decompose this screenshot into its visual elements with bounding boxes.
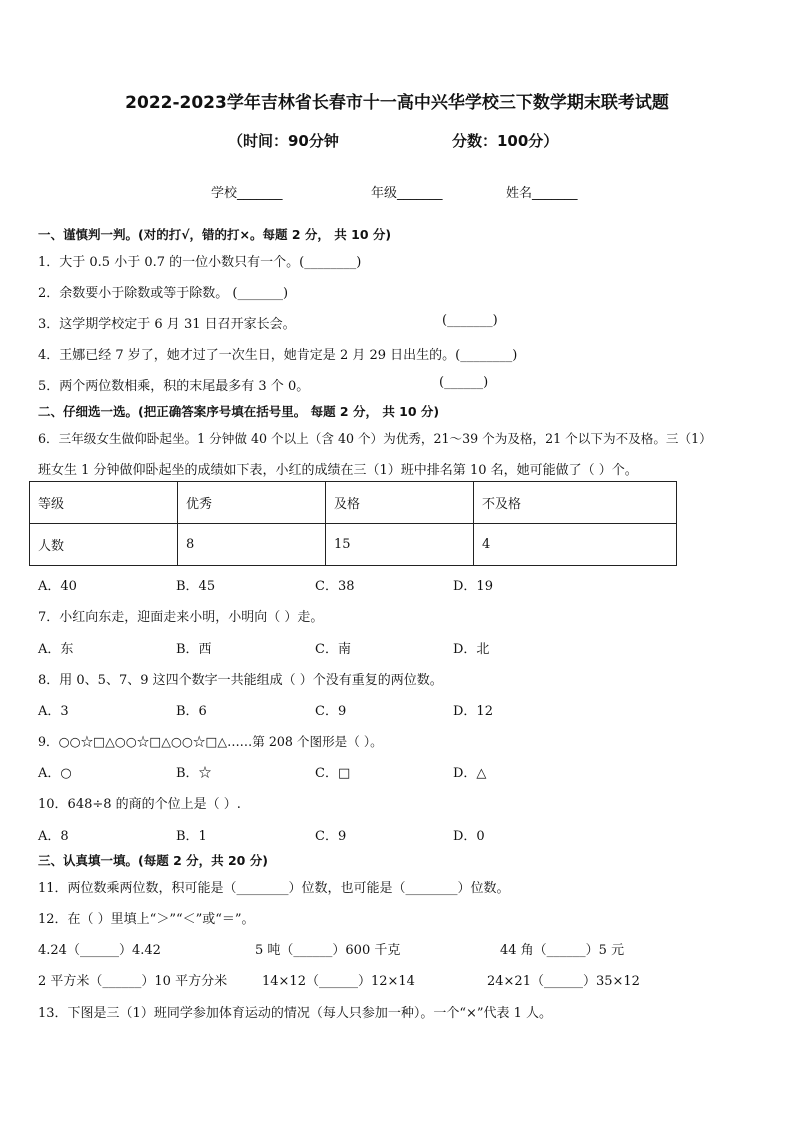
table-cell: 8 — [178, 524, 326, 566]
question-13: 13．下图是三（1）班同学参加体育运动的情况（每人只参加一种）。一个“×”代表 1 人。 — [38, 1006, 553, 1021]
section-3-heading: 三、认真填一填。(每题 2 分，共 20 分) — [38, 853, 268, 868]
q6-option-a: A．40 — [38, 579, 77, 594]
question-1: 1．大于 0.5 小于 0.7 的一位小数只有一个。(________) — [38, 255, 362, 270]
question-9: 9．○○☆□△○○☆□△○○☆□△……第 208 个图形是（ ）。 — [38, 734, 383, 749]
q10-option-c: C．9 — [315, 829, 347, 844]
page-title: 2022-2023学年吉林省长春市十一高中兴华学校三下数学期末联考试题 — [125, 93, 669, 113]
question-4: 4．王娜已经 7 岁了，她才过了一次生日，她肯定是 2 月 29 日出生的。(________) — [38, 348, 518, 363]
question-10: 10．648÷8 的商的个位上是（ ）. — [38, 797, 241, 812]
q8-option-d: D．12 — [453, 704, 493, 719]
grade-field: 年级_______ — [371, 186, 443, 201]
q6-option-b: B．45 — [176, 579, 216, 594]
exam-score: 分数：100分） — [452, 132, 559, 150]
table-cell: 不及格 — [474, 482, 677, 524]
section-2-heading: 二、仔细选一选。(把正确答案序号填在括号里。 每题 2 分， 共 10 分) — [38, 404, 440, 419]
q6-option-c: C．38 — [315, 579, 355, 594]
q9-option-b: B．☆ — [176, 766, 212, 781]
q10-option-d: D．0 — [453, 829, 485, 844]
table-cell: 优秀 — [178, 482, 326, 524]
question-6-line-1: 6．三年级女生做仰卧起坐。1 分钟做 40 个以上（含 40 个）为优秀，21～39 个为及格，21 个以下为不及格。三（1） — [38, 431, 712, 446]
question-7: 7．小红向东走，迎面走来小明，小明向（ ）走。 — [38, 610, 324, 625]
q10-option-b: B．1 — [176, 829, 207, 844]
question-12: 12．在（ ）里填上“＞”“＜”或“＝”。 — [38, 912, 255, 927]
q7-option-d: D．北 — [453, 642, 490, 657]
question-3-blank: (_______) — [442, 313, 498, 328]
q7-option-a: A．东 — [38, 642, 74, 657]
section-1-heading: 一、谨慎判一判。(对的打√，错的打×。每题 2 分， 共 10 分) — [38, 227, 392, 242]
question-6-line-2: 班女生 1 分钟做仰卧起坐的成绩如下表，小红的成绩在三（1）班中排名第 10 名，她可能做了（ ）个。 — [38, 463, 638, 478]
question-2: 2．余数要小于除数或等于除数。 (_______) — [38, 286, 289, 301]
q8-option-c: C．9 — [315, 704, 347, 719]
q12-item: 2 平方米（______）10 平方分米 — [38, 974, 228, 989]
grade-table — [29, 481, 677, 566]
q7-option-b: B．西 — [176, 642, 212, 657]
question-3: 3．这学期学校定于 6 月 31 日召开家长会。 — [38, 317, 296, 332]
table-cell: 人数 — [30, 524, 178, 566]
q10-option-a: A．8 — [38, 829, 69, 844]
table-row — [30, 524, 677, 566]
question-5: 5．两个两位数相乘，积的末尾最多有 3 个 0。 — [38, 379, 310, 394]
q8-option-a: A．3 — [38, 704, 69, 719]
q6-option-d: D．19 — [453, 579, 493, 594]
table-cell: 4 — [474, 524, 677, 566]
q7-option-c: C．南 — [315, 642, 351, 657]
table-cell: 15 — [326, 524, 474, 566]
q12-item: 4.24（______）4.42 — [38, 943, 161, 958]
q9-option-d: D．△ — [453, 766, 487, 781]
table-cell: 及格 — [326, 482, 474, 524]
question-5-blank: (______) — [439, 375, 489, 390]
question-11: 11．两位数乘两位数，积可能是（________）位数，也可能是（________）位数。 — [38, 881, 510, 896]
name-field: 姓名_______ — [506, 186, 578, 201]
q12-item: 5 吨（______）600 千克 — [255, 943, 401, 958]
q9-option-a: A．○ — [38, 766, 72, 781]
question-8: 8．用 0、5、7、9 这四个数字一共能组成（ ）个没有重复的两位数。 — [38, 673, 443, 688]
q9-option-c: C．□ — [315, 766, 351, 781]
q12-item: 24×21（______）35×12 — [487, 974, 640, 989]
school-field: 学校_______ — [211, 186, 283, 201]
table-cell: 等级 — [30, 482, 178, 524]
table-header-row — [30, 482, 677, 524]
exam-time: （时间：90分钟 — [228, 132, 339, 150]
q12-item: 44 角（______）5 元 — [500, 943, 625, 958]
q12-item: 14×12（______）12×14 — [262, 974, 415, 989]
q8-option-b: B．6 — [176, 704, 207, 719]
